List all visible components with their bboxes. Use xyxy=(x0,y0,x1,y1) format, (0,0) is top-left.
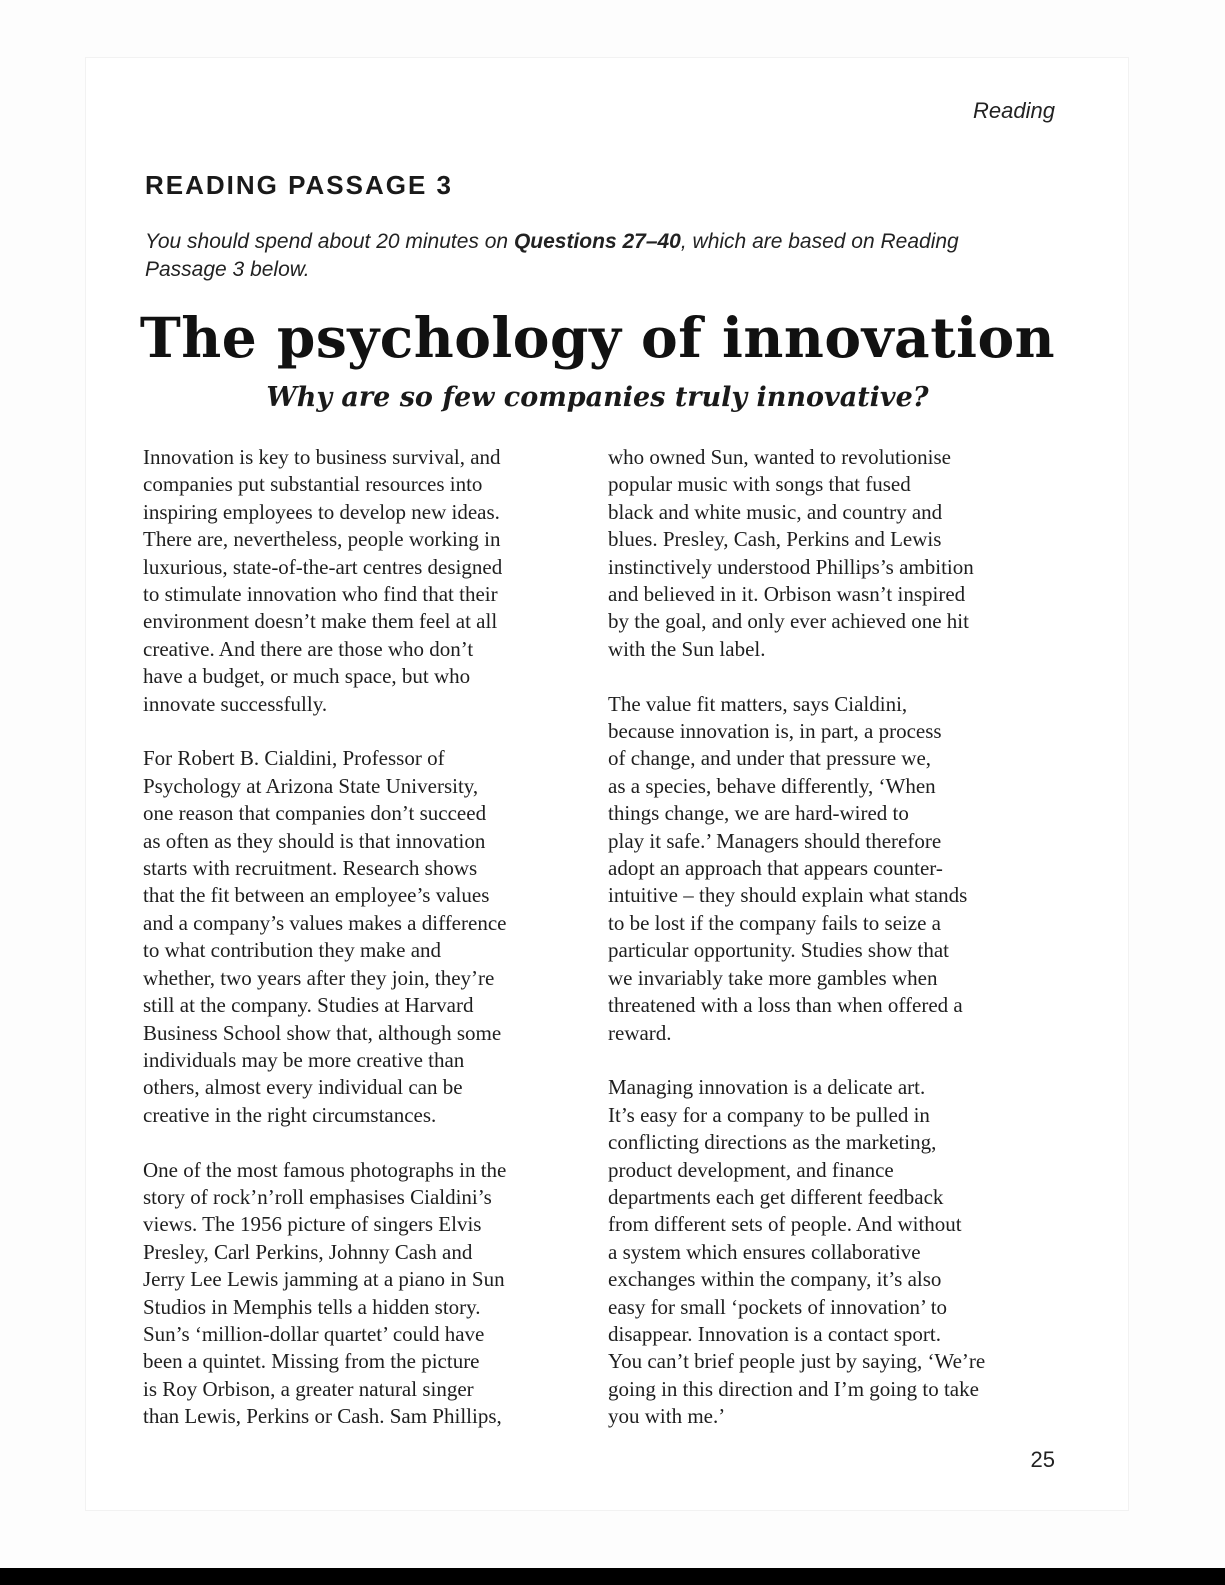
article-title: The psychology of innovation xyxy=(139,305,1056,370)
text-line: Innovation is key to business survival, and xyxy=(143,445,501,469)
text-line: whether, two years after they join, they’re xyxy=(143,965,495,990)
text-line: You can’t brief people just by saying, ‘We’re xyxy=(608,1349,986,1374)
text-line: popular music with songs that fused xyxy=(608,472,911,497)
text-line: still at the company. Studies at Harvard xyxy=(143,993,474,1018)
page-number: 25 xyxy=(1030,1447,1055,1472)
paragraph xyxy=(608,691,1053,1047)
text-line: one reason that companies don’t succeed xyxy=(143,801,487,826)
paragraph xyxy=(608,444,1053,663)
text-line: blues. Presley, Cash, Perkins and Lewis xyxy=(608,527,942,552)
text-line: you with me.’ xyxy=(608,1404,726,1429)
text-line: luxurious, state-of-the-art centres designed xyxy=(143,554,503,579)
text-line: a system which ensures collaborative xyxy=(608,1239,921,1264)
paragraph xyxy=(608,1074,1053,1430)
text-line: we invariably take more gambles when xyxy=(608,965,938,990)
section-title: READING PASSAGE 3 xyxy=(145,170,454,200)
text-line: as often as they should is that innovation xyxy=(143,828,486,853)
text-line: departments each get different feedback xyxy=(608,1184,944,1209)
text-line: been a quintet. Missing from the picture xyxy=(143,1349,480,1374)
text-line: by the goal, and only ever achieved one hit xyxy=(608,609,969,634)
text-line: It’s easy for a company to be pulled in xyxy=(608,1102,930,1127)
text-line: Business School show that, although some xyxy=(143,1020,502,1045)
paragraph xyxy=(143,1157,583,1431)
text-line: to what contribution they make and xyxy=(143,938,442,963)
text-line: play it safe.’ Managers should therefore xyxy=(608,828,942,853)
text-line: For Robert B. Cialdini, Professor of xyxy=(143,746,445,771)
text-line: and a company’s values makes a difference xyxy=(143,910,507,935)
text-line: innovate successfully. xyxy=(143,691,328,716)
instructions-line-2: Passage 3 below. xyxy=(145,258,310,281)
text-line: companies put substantial resources into xyxy=(143,472,483,497)
questions-range: Questions 27–40 xyxy=(513,230,681,253)
text-line: to be lost if the company fails to seize a xyxy=(608,910,941,935)
text-line: as a species, behave differently, ‘When xyxy=(608,773,936,798)
text-line: disappear. Innovation is a contact sport. xyxy=(608,1321,941,1346)
text-line: individuals may be more creative than xyxy=(143,1047,465,1072)
text-line: creative. And there are those who don’t xyxy=(143,636,474,661)
text-line: others, almost every individual can be xyxy=(143,1075,463,1100)
text-line: black and white music, and country and xyxy=(608,499,943,524)
text-line: creative in the right circumstances. xyxy=(143,1102,437,1127)
text-line: instinctively understood Phillips’s ambition xyxy=(608,554,974,579)
instructions-text-continued: , which are based on Reading xyxy=(680,230,959,253)
text-line: particular opportunity. Studies show that xyxy=(608,938,950,963)
text-line: who owned Sun, wanted to revolutionise xyxy=(608,445,951,469)
left-column xyxy=(143,444,583,1458)
text-line: is Roy Orbison, a greater natural singer xyxy=(143,1376,474,1401)
text-line: inspiring employees to develop new ideas. xyxy=(143,499,500,524)
text-line: product development, and finance xyxy=(608,1157,894,1182)
text-line: views. The 1956 picture of singers Elvis xyxy=(143,1212,482,1237)
instructions-text: You should spend about 20 minutes on xyxy=(145,230,514,253)
text-line: with the Sun label. xyxy=(608,636,766,661)
text-line: starts with recruitment. Research shows xyxy=(143,856,478,881)
text-line: intuitive – they should explain what stands xyxy=(608,883,968,908)
scan-bottom-edge xyxy=(0,1568,1225,1585)
text-line: The value fit matters, says Cialdini, xyxy=(608,691,908,716)
text-line: adopt an approach that appears counter- xyxy=(608,856,943,881)
text-line: Sun’s ‘million-dollar quartet’ could have xyxy=(143,1321,485,1346)
text-line: conflicting directions as the marketing, xyxy=(608,1130,937,1155)
text-line: Psychology at Arizona State University, xyxy=(143,773,479,798)
text-line: going in this direction and I’m going to take xyxy=(608,1376,979,1401)
text-line: threatened with a loss than when offered a xyxy=(608,993,963,1018)
text-line: Jerry Lee Lewis jamming at a piano in Sun xyxy=(143,1267,505,1292)
text-line: There are, nevertheless, people working in xyxy=(143,527,501,552)
text-line: exchanges within the company, it’s also xyxy=(608,1267,942,1292)
text-line: Presley, Carl Perkins, Johnny Cash and xyxy=(143,1239,473,1264)
text-line: things change, we are hard-wired to xyxy=(608,801,909,826)
text-line: from different sets of people. And without xyxy=(608,1212,962,1237)
text-line: Managing innovation is a delicate art. xyxy=(608,1075,926,1100)
right-column xyxy=(608,444,1053,1458)
text-line: environment doesn’t make them feel at all xyxy=(143,609,498,634)
paragraph xyxy=(143,444,583,718)
text-line: because innovation is, in part, a process xyxy=(608,719,942,744)
paragraph xyxy=(143,745,583,1129)
text-line: that the fit between an employee’s values xyxy=(143,883,490,908)
text-line: reward. xyxy=(608,1020,672,1045)
text-line: than Lewis, Perkins or Cash. Sam Phillips, xyxy=(143,1404,502,1429)
text-line: story of rock’n’roll emphasises Cialdini’s xyxy=(143,1184,492,1209)
instructions xyxy=(145,228,1060,284)
text-line: of change, and under that pressure we, xyxy=(608,746,932,771)
text-line: and believed in it. Orbison wasn’t inspired xyxy=(608,582,966,607)
text-line: Studios in Memphis tells a hidden story. xyxy=(143,1294,481,1319)
text-line: have a budget, or much space, but who xyxy=(143,664,471,689)
article-subtitle: Why are so few companies truly innovative? xyxy=(266,382,929,413)
running-head: Reading xyxy=(973,98,1055,123)
text-line: easy for small ‘pockets of innovation’ to xyxy=(608,1294,948,1319)
text-line: to stimulate innovation who find that their xyxy=(143,582,498,607)
text-line: One of the most famous photographs in the xyxy=(143,1157,507,1182)
